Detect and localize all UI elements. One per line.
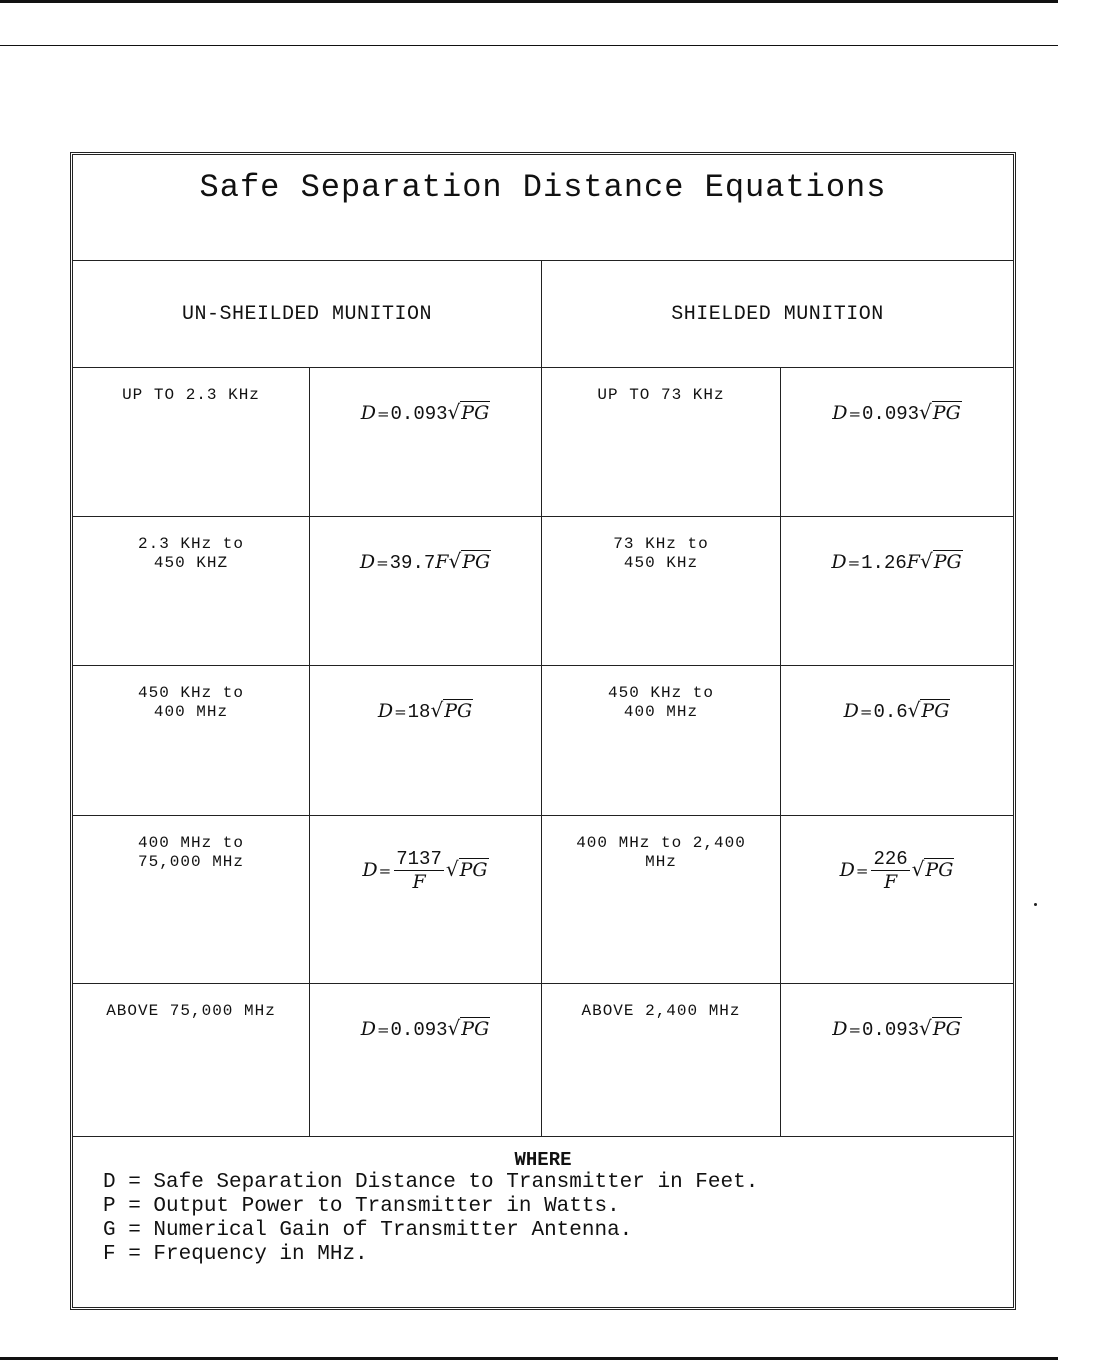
equals-sign: = bbox=[848, 1021, 862, 1039]
equation-lhs: D bbox=[359, 551, 376, 573]
equation bbox=[310, 1016, 541, 1041]
equals-sign: = bbox=[378, 862, 392, 880]
radical-sign: √ bbox=[919, 400, 932, 424]
equations-table bbox=[70, 152, 1016, 1310]
unshielded-range-cell bbox=[73, 816, 310, 984]
shielded-range-cell bbox=[542, 984, 781, 1137]
frequency-range: 400 MHz to 75,000 MHz bbox=[137, 834, 244, 871]
unshielded-equation-cell bbox=[310, 368, 542, 517]
frequency-range: 73 KHz to 450 KHz bbox=[613, 535, 709, 572]
fraction-numerator: 7137 bbox=[396, 848, 442, 870]
equals-sign: = bbox=[848, 405, 862, 423]
equation bbox=[310, 400, 541, 425]
frequency-range: UP TO 73 KHz bbox=[597, 386, 725, 404]
unshielded-range-cell bbox=[73, 984, 310, 1137]
equation-fraction bbox=[394, 848, 444, 893]
unshielded-range-cell bbox=[73, 517, 310, 666]
equals-sign: = bbox=[376, 1021, 390, 1039]
radical-sign: √ bbox=[447, 400, 461, 424]
frequency-range: 450 KHz to 400 MHz bbox=[607, 684, 714, 721]
where-box bbox=[73, 1137, 1013, 1307]
equation-coefficient: 39.7 bbox=[389, 552, 436, 574]
equation-coefficient: 1.26 bbox=[861, 552, 907, 574]
frequency-range: ABOVE 75,000 MHz bbox=[106, 1002, 276, 1020]
frequency-range: UP TO 2.3 KHz bbox=[122, 386, 260, 404]
equals-sign: = bbox=[847, 554, 861, 572]
radicand: PG bbox=[462, 551, 491, 573]
bottom-rule bbox=[0, 1357, 1058, 1360]
radical-sign: √ bbox=[445, 857, 459, 881]
radicand: PG bbox=[933, 551, 962, 573]
header-rule bbox=[0, 45, 1058, 46]
shielded-range-cell bbox=[542, 368, 781, 517]
radicand: PG bbox=[459, 859, 488, 881]
equation bbox=[781, 549, 1013, 574]
square-root bbox=[448, 549, 491, 573]
equation-coefficient: 0.093 bbox=[390, 403, 448, 425]
fraction-denominator: F bbox=[412, 871, 426, 893]
equals-sign: = bbox=[376, 405, 390, 423]
radicand: PG bbox=[461, 402, 490, 424]
equation bbox=[310, 549, 541, 574]
frequency-range: 2.3 KHz to 450 KHZ bbox=[137, 535, 244, 572]
radicand: PG bbox=[932, 402, 961, 424]
square-root bbox=[919, 1016, 962, 1040]
equation-lhs: D bbox=[362, 859, 378, 881]
table-title: Safe Separation Distance Equations bbox=[199, 169, 887, 206]
definition-line: G = Numerical Gain of Transmitter Antenna. bbox=[103, 1219, 633, 1242]
square-root bbox=[920, 549, 963, 573]
square-root bbox=[919, 400, 962, 424]
shielded-range-cell bbox=[542, 517, 781, 666]
fraction-numerator: 226 bbox=[873, 848, 908, 870]
equation bbox=[781, 698, 1013, 723]
equation-lhs: D bbox=[360, 402, 376, 424]
equation-lhs: D bbox=[839, 859, 855, 881]
equation-fraction bbox=[871, 848, 909, 893]
equation-lhs: D bbox=[377, 700, 394, 722]
radicand: PG bbox=[932, 1018, 961, 1040]
shielded-equation-cell bbox=[781, 368, 1013, 517]
equation-lhs: D bbox=[843, 700, 859, 722]
shielded-equation-cell bbox=[781, 666, 1013, 816]
frequency-range: ABOVE 2,400 MHz bbox=[581, 1002, 741, 1020]
unshielded-equation-cell bbox=[310, 517, 542, 666]
square-root bbox=[446, 857, 489, 881]
shielded-range-cell bbox=[542, 666, 781, 816]
unshielded-header-cell bbox=[73, 261, 542, 368]
equation bbox=[781, 1016, 1013, 1041]
equation-coefficient: 0.6 bbox=[873, 701, 908, 723]
square-root bbox=[448, 400, 491, 424]
unshielded-range-cell bbox=[73, 666, 310, 816]
equation bbox=[781, 848, 1013, 893]
top-rule bbox=[0, 0, 1058, 3]
definitions-list bbox=[103, 1171, 758, 1267]
radical-sign: √ bbox=[448, 549, 462, 573]
fraction-denominator: F bbox=[883, 871, 898, 893]
unshielded-equation-cell bbox=[310, 816, 542, 984]
square-root bbox=[908, 698, 951, 722]
shielded-header-cell bbox=[542, 261, 1013, 368]
unshielded-range-cell bbox=[73, 368, 310, 517]
radical-sign: √ bbox=[907, 698, 921, 722]
equation-lhs: D bbox=[832, 1018, 848, 1040]
equation bbox=[310, 848, 541, 893]
where-heading: WHERE bbox=[514, 1149, 572, 1171]
frequency-range: 450 KHz to 400 MHz bbox=[137, 684, 244, 721]
unshielded-equation-cell bbox=[310, 666, 542, 816]
equals-sign: = bbox=[859, 703, 873, 721]
equation-lhs: D bbox=[832, 402, 848, 424]
equals-sign: = bbox=[855, 862, 869, 880]
unshielded-header: UN-SHEILDED MUNITION bbox=[181, 303, 433, 326]
radical-sign: √ bbox=[919, 1016, 932, 1040]
equation-variable: F bbox=[906, 551, 920, 573]
equation-coefficient: 0.093 bbox=[862, 403, 920, 425]
equals-sign: = bbox=[394, 703, 407, 721]
radical-sign: √ bbox=[911, 857, 925, 881]
definition-line: F = Frequency in MHz. bbox=[103, 1243, 368, 1266]
square-root bbox=[430, 698, 473, 722]
radicand: PG bbox=[444, 700, 473, 722]
square-root bbox=[448, 1016, 491, 1040]
radical-sign: √ bbox=[919, 549, 933, 573]
radicand: PG bbox=[921, 700, 950, 722]
shielded-range-cell bbox=[542, 816, 781, 984]
equation bbox=[310, 698, 541, 723]
equation-lhs: D bbox=[831, 551, 847, 573]
shielded-equation-cell bbox=[781, 816, 1013, 984]
radical-sign: √ bbox=[430, 698, 444, 722]
shielded-header: SHIELDED MUNITION bbox=[671, 303, 884, 326]
equals-sign: = bbox=[376, 554, 389, 572]
definition-line: P = Output Power to Transmitter in Watts. bbox=[103, 1195, 620, 1218]
equation-lhs: D bbox=[360, 1018, 376, 1040]
unshielded-equation-cell bbox=[310, 984, 542, 1137]
shielded-equation-cell bbox=[781, 984, 1013, 1137]
page-speck bbox=[1034, 903, 1037, 906]
equation-coefficient: 0.093 bbox=[862, 1019, 920, 1041]
radicand: PG bbox=[925, 859, 954, 881]
square-root bbox=[912, 857, 955, 881]
shielded-equation-cell bbox=[781, 517, 1013, 666]
equation bbox=[781, 400, 1013, 425]
definition-line: D = Safe Separation Distance to Transmitter in Feet. bbox=[103, 1171, 759, 1194]
title-box bbox=[73, 155, 1013, 261]
frequency-range: 400 MHz to 2,400 MHz bbox=[576, 834, 746, 871]
equation-coefficient: 18 bbox=[407, 701, 431, 723]
equation-coefficient: 0.093 bbox=[390, 1019, 448, 1041]
equation-variable: F bbox=[435, 551, 449, 573]
radical-sign: √ bbox=[447, 1016, 461, 1040]
radicand: PG bbox=[461, 1018, 490, 1040]
